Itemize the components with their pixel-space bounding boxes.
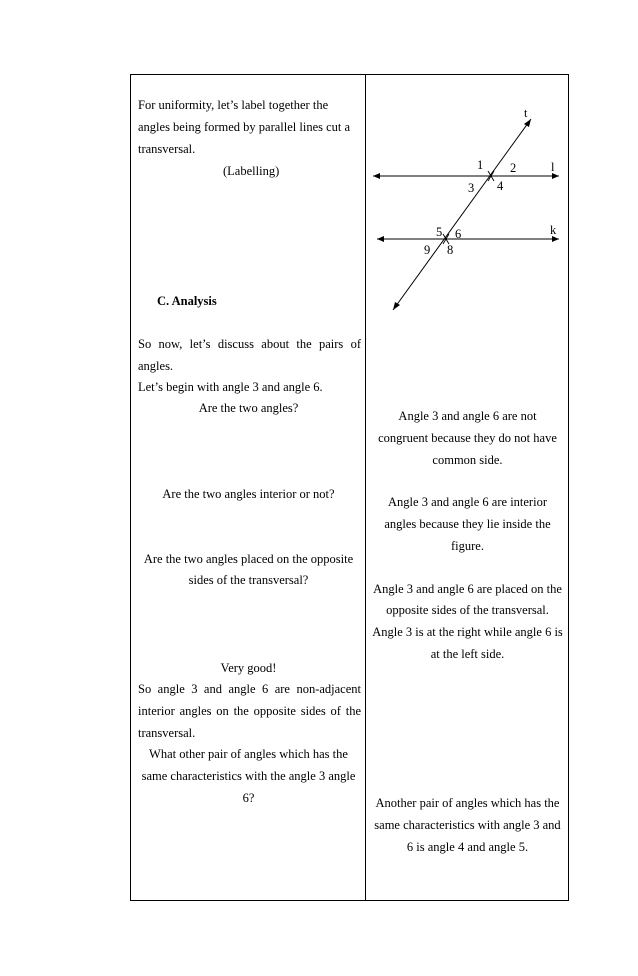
answer-3-line-4: at the left side. <box>430 647 505 661</box>
answer-4-line-3: 6 is angle 4 and angle 5. <box>406 840 529 854</box>
intro-line-2: angles being formed by parallel lines cut a <box>138 120 351 134</box>
answer-4-line-1: Another pair of angles which has the <box>375 796 560 810</box>
label-l: l <box>551 160 555 174</box>
line-l-left-arrow-icon <box>373 173 380 179</box>
conclusion-line-2: interior angles on the opposite sides of the <box>138 704 361 718</box>
answer-1-line-3: common side. <box>432 453 503 467</box>
intro-line-3: transversal. <box>138 142 196 156</box>
answer-3-line-1: Angle 3 and angle 6 are placed on the <box>373 582 562 596</box>
intro-line-1: For uniformity, let’s label together the <box>138 98 329 112</box>
label-t: t <box>524 106 528 120</box>
lesson-table <box>130 74 569 901</box>
labelling-note: (Labelling) <box>223 164 280 178</box>
answer-1-line-2: congruent because they do not have <box>378 431 557 445</box>
question-2: Are the two angles interior or not? <box>162 487 335 501</box>
answer-2-line-3: figure. <box>451 539 484 553</box>
label-k: k <box>550 223 557 237</box>
parallel-lines-diagram <box>367 105 565 319</box>
question-4-line-2: same characteristics with the angle 3 angle <box>141 769 356 783</box>
answer-4-line-2: same characteristics with angle 3 and <box>374 818 561 832</box>
angle-label-2: 2 <box>510 161 517 175</box>
question-1: Are the two angles? <box>198 401 299 415</box>
conclusion-line-1: So angle 3 and angle 6 are non-adjacent <box>138 682 361 696</box>
answer-3-line-2: opposite sides of the transversal. <box>386 603 549 617</box>
transversal-top-arrow-icon <box>524 119 531 127</box>
answer-2-line-2: angles because they lie inside the <box>384 517 551 531</box>
question-3-line-2: sides of the transversal? <box>188 573 309 587</box>
question-3-line-1: Are the two angles placed on the opposite <box>143 552 354 566</box>
discuss-line-2: angles. <box>138 359 174 373</box>
question-4-line-1: What other pair of angles which has the <box>149 747 348 761</box>
angle-label-3: 3 <box>468 181 475 195</box>
angle-label-9: 9 <box>424 243 431 257</box>
line-k-left-arrow-icon <box>377 236 384 242</box>
angle-label-6: 6 <box>455 227 462 241</box>
angle-label-8: 8 <box>447 243 454 257</box>
transversal-bottom-arrow-icon <box>393 302 400 310</box>
angle-label-1: 1 <box>477 158 484 172</box>
conclusion-line-3: transversal. <box>138 726 196 740</box>
discuss-line-3: Let’s begin with angle 3 and angle 6. <box>138 380 323 394</box>
section-heading: C. Analysis <box>157 294 217 308</box>
answer-1-line-1: Angle 3 and angle 6 are not <box>398 409 537 423</box>
angle-label-5: 5 <box>436 225 443 239</box>
answer-3-line-3: Angle 3 is at the right while angle 6 is <box>372 625 563 639</box>
praise: Very good! <box>220 661 277 675</box>
transversal-t <box>393 119 531 310</box>
answer-2-line-1: Angle 3 and angle 6 are interior <box>388 495 547 509</box>
discuss-line-1: So now, let’s discuss about the pairs of <box>138 337 361 351</box>
question-4-line-3: 6? <box>242 791 255 805</box>
angle-label-4: 4 <box>497 179 504 193</box>
